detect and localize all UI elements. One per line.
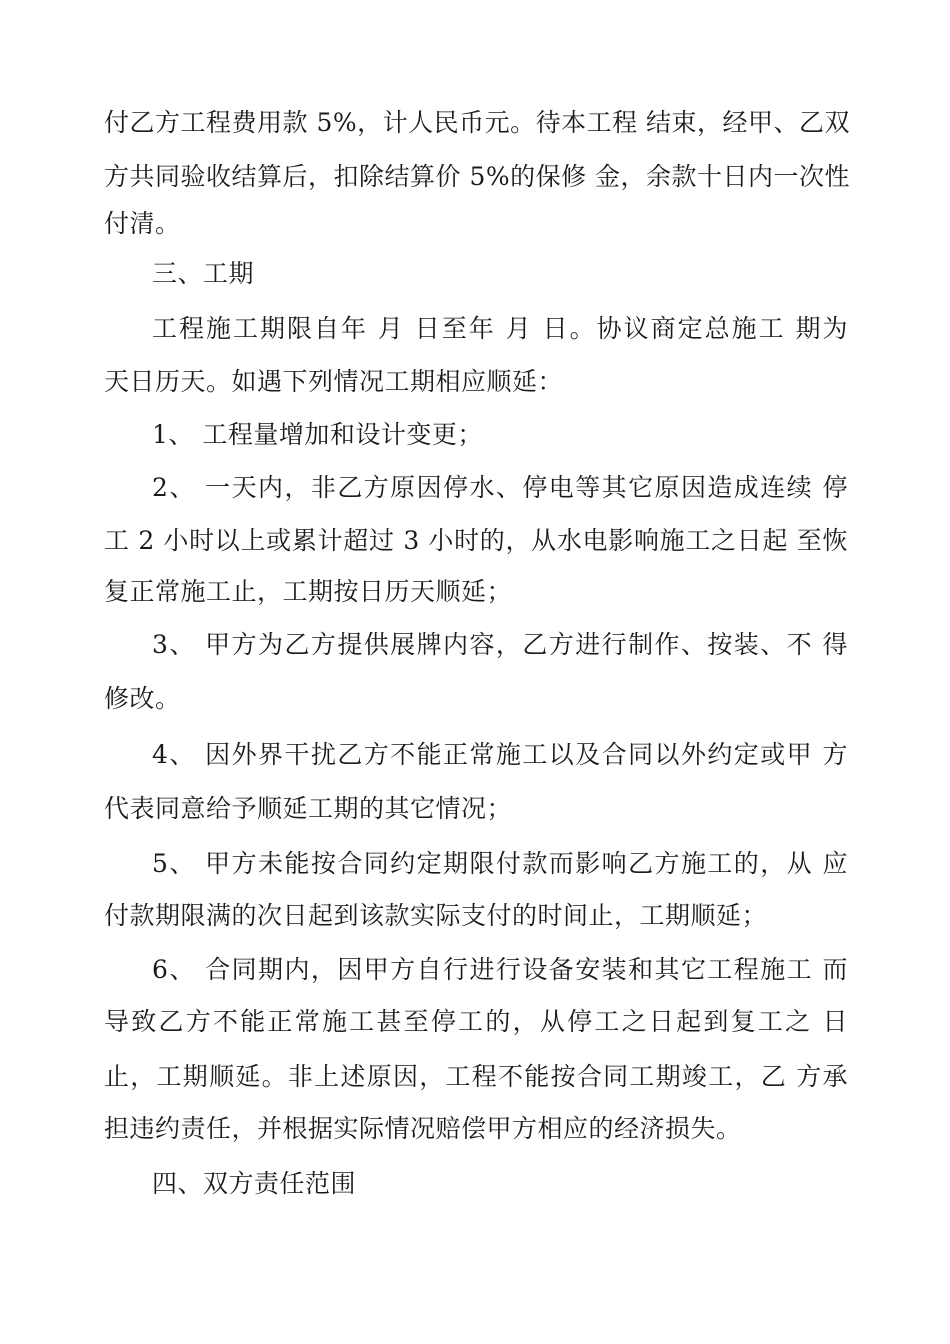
list-item: 3、 甲方为乙方提供展牌内容，乙方进行制作、按装、不 得 xyxy=(152,630,848,659)
section-heading: 四、双方责任范围 xyxy=(152,1169,357,1198)
text-line: 付乙方工程费用款 5%，计人民币元。待本工程 结束，经甲、乙双 xyxy=(104,108,851,137)
list-item: 6、 合同期内，因甲方自行进行设备安装和其它工程施工 而 xyxy=(152,955,848,984)
text-line: 工 2 小时以上或累计超过 3 小时的，从水电影响施工之日起 至恢 xyxy=(104,526,848,555)
list-item: 4、 因外界干扰乙方不能正常施工以及合同以外约定或甲 方 xyxy=(152,740,848,769)
list-item: 1、 工程量增加和设计变更； xyxy=(152,420,483,449)
text-line: 代表同意给予顺延工期的其它情况； xyxy=(104,794,513,823)
text-line: 复正常施工止，工期按日历天顺延； xyxy=(104,577,513,606)
text-line: 止，工期顺延。非上述原因，工程不能按合同工期竣工，乙 方承 xyxy=(104,1062,848,1091)
text-line: 付清。 xyxy=(104,209,181,238)
text-line: 天日历天。如遇下列情况工期相应顺延： xyxy=(104,367,564,396)
text-line: 担违约责任，并根据实际情况赔偿甲方相应的经济损失。 xyxy=(104,1114,742,1143)
section-heading: 三、工期 xyxy=(152,259,255,288)
text-line: 工程施工期限自年 月 日至年 月 日。协议商定总施工 期为 xyxy=(152,314,848,343)
text-line: 付款期限满的次日起到该款实际支付的时间止，工期顺延； xyxy=(104,901,768,930)
list-item: 5、 甲方未能按合同约定期限付款而影响乙方施工的，从 应 xyxy=(152,849,848,878)
text-line: 方共同验收结算后，扣除结算价 5%的保修 金，余款十日内一次性 xyxy=(104,162,851,191)
list-item: 2、 一天内，非乙方原因停水、停电等其它原因造成连续 停 xyxy=(152,473,848,502)
text-line: 修改。 xyxy=(104,684,181,713)
text-line: 导致乙方不能正常施工甚至停工的，从停工之日起到复工之 日 xyxy=(104,1007,848,1036)
